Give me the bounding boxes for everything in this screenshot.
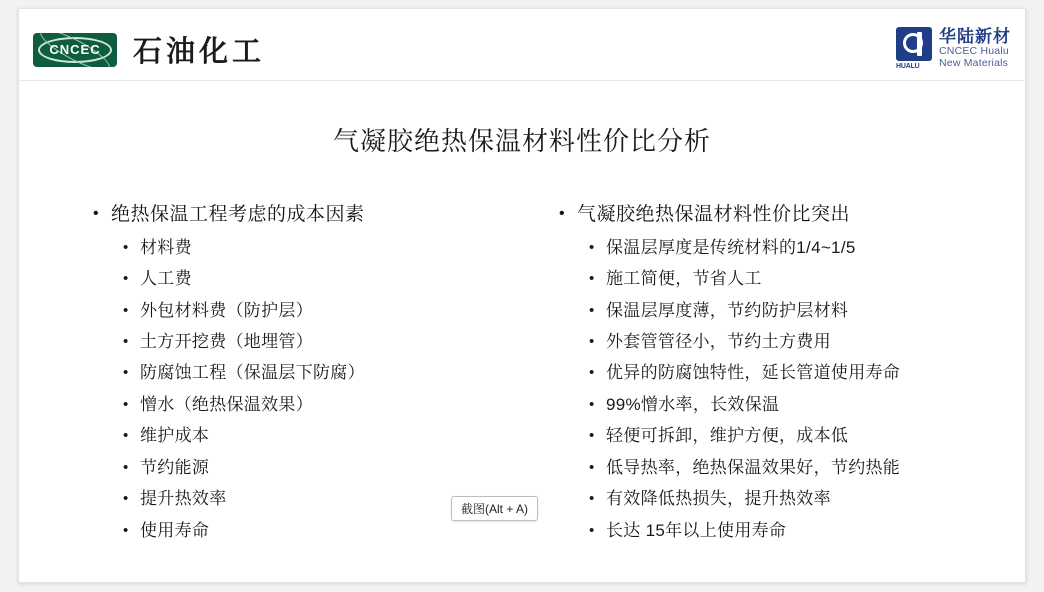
bullet-icon: •	[589, 364, 595, 382]
list-item-text: 提升热效率	[140, 489, 227, 509]
right-column-heading	[559, 202, 963, 228]
list-item	[589, 425, 963, 447]
bullet-icon: •	[93, 205, 100, 222]
bullet-icon: •	[123, 301, 129, 319]
bullet-icon: •	[589, 301, 595, 319]
bullet-icon: •	[589, 521, 595, 539]
right-column-list	[559, 237, 963, 542]
list-item	[123, 488, 497, 510]
list-item-text: 保温层厚度薄，节约防护层材料	[606, 300, 849, 320]
list-item-text: 土方开挖费（地埋管）	[140, 331, 313, 351]
list-item-text: 保温层厚度是传统材料的1/4~1/5	[606, 237, 856, 257]
list-item-text: 轻便可拆卸，维护方便，成本低	[606, 426, 849, 446]
list-item-text: 憎水（绝热保温效果）	[140, 394, 313, 414]
screenshot-shortcut-button[interactable]: 截图(Alt + A)	[451, 496, 538, 521]
bullet-icon: •	[589, 238, 595, 256]
list-item	[589, 268, 963, 290]
header-divider	[19, 80, 1025, 81]
list-item	[589, 300, 963, 322]
cncec-logo-text: CNCEC	[49, 42, 101, 57]
list-item	[123, 331, 497, 353]
bullet-icon: •	[589, 395, 595, 413]
list-item-text: 优异的防腐蚀特性，延长管道使用寿命	[606, 363, 901, 383]
bullet-icon: •	[589, 427, 595, 445]
bullet-icon: •	[123, 238, 129, 256]
list-item	[123, 362, 497, 384]
hualu-brand-en-line1: CNCEC Hualu	[939, 45, 1009, 58]
hualu-brand-en-line2: New Materials	[939, 56, 1009, 69]
bullet-icon: •	[123, 427, 129, 445]
list-item	[589, 331, 963, 353]
list-item-text: 有效降低热损失，提升热效率	[606, 489, 831, 509]
hualu-brand-cn: 华陆新材	[939, 27, 1011, 46]
bullet-icon: •	[589, 270, 595, 288]
list-item-text: 施工简便，节省人工	[606, 269, 762, 289]
brand-name-cn: 石油化工	[133, 36, 266, 68]
list-item	[589, 394, 963, 416]
bullet-icon: •	[123, 490, 129, 508]
right-column	[527, 202, 963, 551]
bullet-icon: •	[559, 205, 566, 222]
bullet-icon: •	[589, 332, 595, 350]
slide-canvas	[18, 8, 1026, 583]
right-column-heading-text: 气凝胶绝热保温材料性价比突出	[577, 204, 851, 225]
list-item	[123, 425, 497, 447]
list-item-text: 使用寿命	[140, 520, 210, 540]
bullet-icon: •	[123, 458, 129, 476]
hualu-logo-subtext: HUALU	[896, 63, 920, 70]
bullet-icon: •	[589, 490, 595, 508]
bullet-icon: •	[123, 270, 129, 288]
list-item-text: 节约能源	[140, 457, 210, 477]
list-item-text: 防腐蚀工程（保温层下防腐）	[140, 363, 365, 383]
list-item-text: 外套管管径小，节约土方费用	[606, 331, 831, 351]
list-item	[123, 520, 497, 542]
bullet-icon: •	[123, 364, 129, 382]
list-item-text: 99%憎水率，长效保温	[606, 394, 780, 414]
list-item	[589, 237, 963, 259]
list-item	[123, 268, 497, 290]
left-column-list	[93, 237, 497, 542]
cncec-logo-group	[33, 29, 265, 70]
list-item	[123, 394, 497, 416]
bullet-icon: •	[123, 395, 129, 413]
cncec-logo-icon	[33, 33, 117, 67]
hualu-logo-group	[896, 27, 1011, 70]
left-column-heading-text: 绝热保温工程考虑的成本因素	[111, 204, 365, 225]
list-item	[589, 520, 963, 542]
list-item	[589, 488, 963, 510]
bullet-icon: •	[123, 332, 129, 350]
slide-title: 气凝胶绝热保温材料性价比分析	[332, 126, 711, 156]
hualu-logo-icon	[896, 27, 932, 70]
list-item	[589, 362, 963, 384]
hualu-brand-text	[939, 27, 1011, 70]
list-item-text: 长达 15年以上使用寿命	[606, 520, 787, 540]
left-column	[93, 202, 497, 551]
slide-header	[19, 9, 1025, 81]
list-item	[123, 300, 497, 322]
left-column-heading	[93, 202, 497, 228]
list-item	[123, 457, 497, 479]
list-item	[589, 457, 963, 479]
list-item	[123, 237, 497, 259]
bullet-icon: •	[589, 458, 595, 476]
list-item-text: 材料费	[140, 237, 192, 257]
list-item-text: 低导热率，绝热保温效果好，节约热能	[606, 457, 901, 477]
list-item-text: 外包材料费（防护层）	[140, 300, 313, 320]
bullet-icon: •	[123, 521, 129, 539]
list-item-text: 维护成本	[140, 426, 210, 446]
list-item-text: 人工费	[140, 269, 192, 289]
